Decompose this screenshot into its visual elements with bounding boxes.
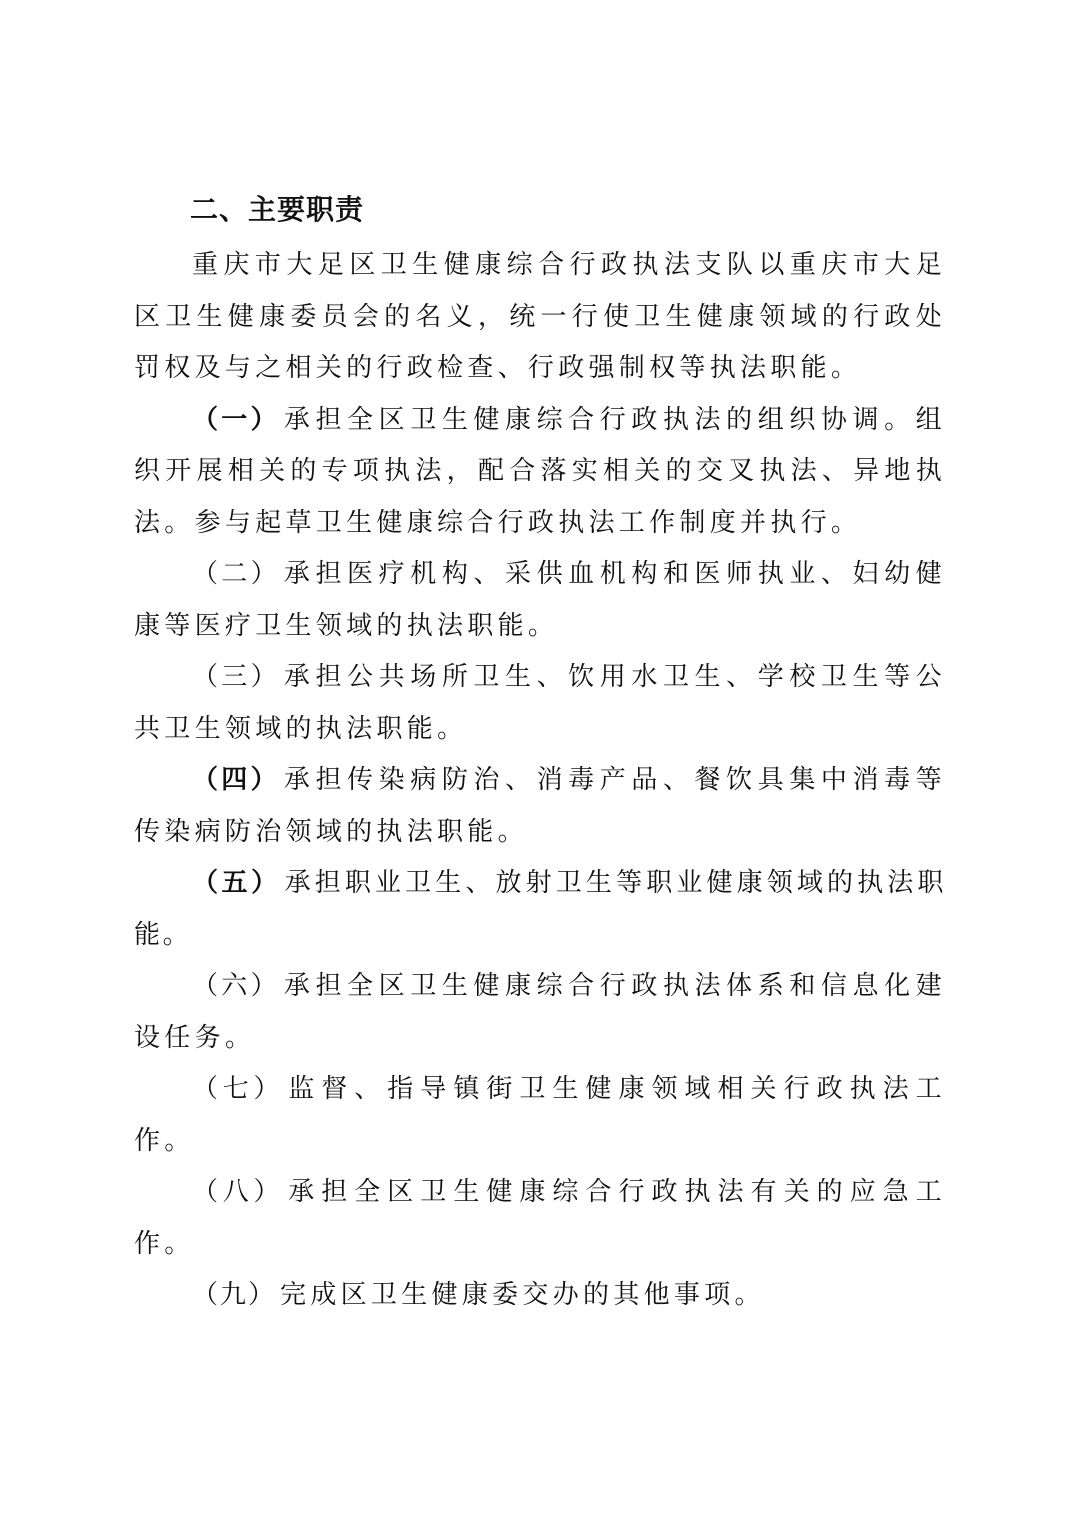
duty-item-text: 监督、指导镇街卫生健康领域相关行政执法工作。	[134, 1074, 946, 1156]
duty-item-2	[134, 549, 946, 652]
duty-item-6	[134, 961, 946, 1064]
duty-item-text: 承担公共场所卫生、饮用水卫生、学校卫生等公共卫生领域的执法职能。	[134, 662, 946, 744]
duty-item-8	[134, 1167, 946, 1270]
duty-item-label: （二）	[192, 559, 280, 589]
duty-item-label: （一）	[192, 404, 280, 435]
duty-item-label: （九）	[192, 1280, 277, 1310]
duty-item-text: 承担全区卫生健康综合行政执法的组织协调。组织开展相关的专项执法，配合落实相关的交叉执法、异地执法。参与起草卫生健康综合行政执法工作制度并执行。	[134, 404, 946, 538]
duty-item-label: （八）	[192, 1177, 285, 1207]
duty-item-7	[134, 1064, 946, 1167]
duty-item-4	[134, 755, 946, 858]
duty-item-text: 承担职业卫生、放射卫生等职业健康领域的执法职能。	[134, 868, 946, 950]
duty-item-9	[134, 1270, 946, 1322]
duty-item-label: （七）	[192, 1074, 285, 1104]
section-heading: 二、主要职责	[190, 193, 365, 226]
duty-item-label: （三）	[192, 662, 280, 692]
duty-item-text: 承担全区卫生健康综合行政执法体系和信息化建设任务。	[134, 971, 946, 1053]
duty-item-3	[134, 652, 946, 755]
duty-item-text: 承担传染病防治、消毒产品、餐饮具集中消毒等传染病防治领域的执法职能。	[134, 765, 946, 847]
duty-item-text: 承担医疗机构、采供血机构和医师执业、妇幼健康等医疗卫生领域的执法职能。	[134, 559, 946, 641]
document-body	[134, 188, 946, 1322]
duty-item-1	[134, 395, 946, 550]
duty-item-label: （四）	[192, 765, 280, 795]
duty-item-text: 承担全区卫生健康综合行政执法有关的应急工作。	[134, 1177, 946, 1259]
duty-item-label: （六）	[192, 971, 280, 1001]
duty-item-5	[134, 858, 946, 961]
duty-item-label: （五）	[192, 868, 281, 898]
intro-paragraph: 重庆市大足区卫生健康综合行政执法支队以重庆市大足区卫生健康委员会的名义，统一行使卫生健康领域的行政处罚权及与之相关的行政检查、行政强制权等执法职能。	[134, 250, 946, 383]
duty-item-text: 完成区卫生健康委交办的其他事项。	[280, 1280, 765, 1310]
